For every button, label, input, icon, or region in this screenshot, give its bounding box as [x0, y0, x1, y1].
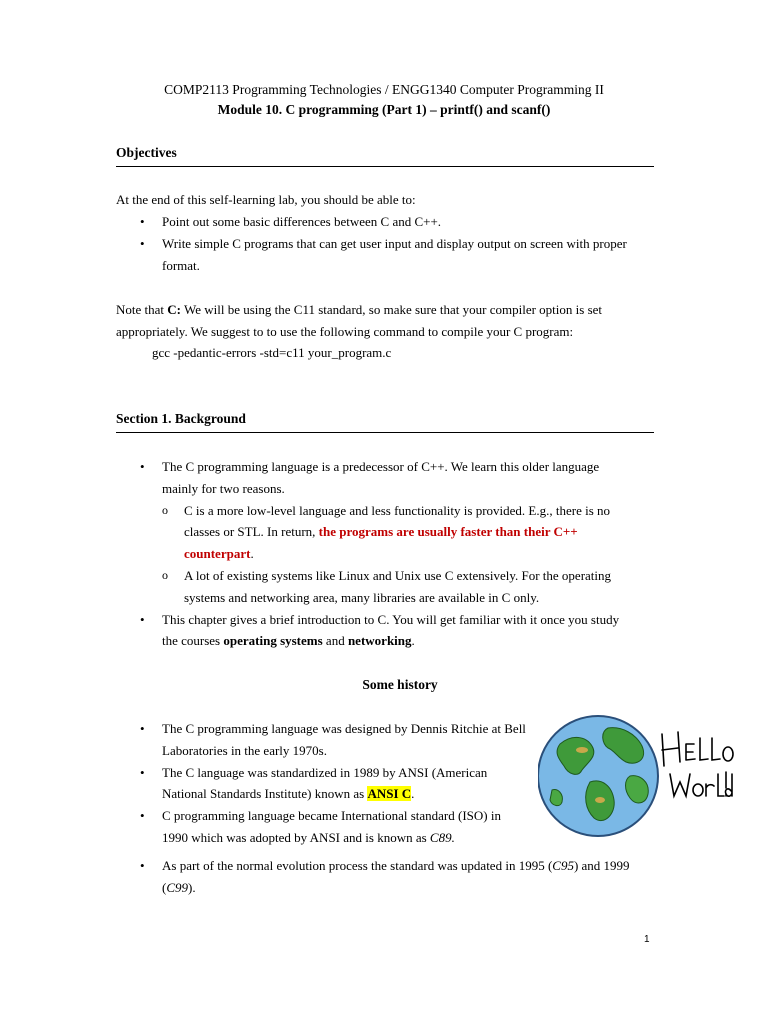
history-list-cont [116, 855, 656, 899]
hello-world-globe-image [538, 704, 734, 848]
list-item: • The C language was standardized in 1989 by ANSI (American National Standards Institute) known as ANSI C. [116, 762, 526, 806]
module-title: Module 10. C programming (Part 1) – printf() and scanf() [217, 102, 551, 117]
objectives-rule [116, 166, 654, 167]
background-list [116, 456, 634, 652]
objectives-heading: Objectives [116, 145, 177, 160]
sub-item: o C is a more low-level language and less functionality is provided. E.g., there is no classes or STL. In return, the programs are usually faster than their C++ counterpart. [162, 500, 634, 565]
history-list [116, 718, 526, 849]
sub-item: o A lot of existing systems like Linux and Unix use C extensively. For the operating systems and networking area, many libraries are available in C only. [162, 565, 634, 609]
compile-command: gcc -pedantic-errors -std=c11 your_program.c [152, 345, 392, 360]
list-item: • The C programming language is a predecessor of C++. We learn this older language mainly for two reasons. o C is a more low-level language and less functionality is provided. E.g., there is no classes or STL. In return, the programs are usually faster than their C++ counterpart. o A lot of existing systems like Linux and Unix use C extensively. For the operating systems and networking area, many libraries are available in C only. [116, 456, 634, 609]
list-item: • This chapter gives a brief introduction to C. You will get familiar with it once you study the courses operating systems and networking. [116, 609, 634, 653]
course-title: COMP2113 Programming Technologies / ENGG1340 Computer Programming II [164, 82, 604, 97]
highlighted-text: ANSI C [367, 786, 412, 802]
compiler-note: Note that C: We will be using the C11 standard, so make sure that your compiler option is set appropriately. We suggest to to use the following command to compile your C program: [116, 302, 603, 339]
page-number: 1 [644, 934, 650, 945]
list-item: • The C programming language was designed by Dennis Ritchie at Bell Laboratories in the early 1970s. [116, 718, 526, 762]
emphasis-text: the programs are usually faster than their C++ counterpart [184, 524, 578, 562]
objectives-intro: At the end of this self-learning lab, you should be able to: [116, 192, 416, 207]
list-item: • Write simple C programs that can get user input and display output on screen with proper format. [116, 233, 636, 277]
section1-heading: Section 1. Background [116, 411, 246, 426]
list-item: • As part of the normal evolution process the standard was updated in 1995 (C95) and 1999 (C99). [116, 855, 656, 899]
list-item: • Point out some basic differences between C and C++. [116, 211, 636, 233]
reasons-sublist [162, 500, 634, 609]
note-label: C: [167, 302, 181, 317]
history-heading: Some history [362, 677, 438, 692]
hello-world-handwriting [662, 732, 733, 796]
list-item: • C programming language became International standard (ISO) in 1990 which was adopted by ANSI and is known as C89. [116, 805, 526, 849]
objectives-list [116, 211, 636, 276]
section1-rule [116, 432, 654, 433]
